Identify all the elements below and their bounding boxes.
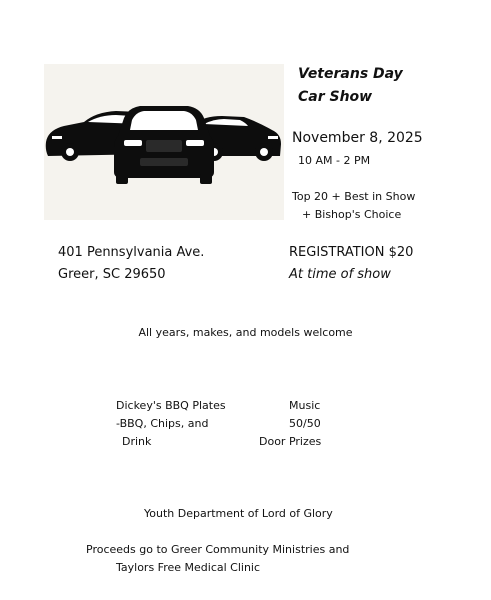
awards-line1: Top 20 + Best in Show: [292, 190, 416, 203]
event-title-line1: Veterans Day: [298, 66, 403, 82]
address-street: 401 Pennsylvania Ave.: [58, 245, 205, 260]
proceeds-line1: Proceeds go to Greer Community Ministries and: [86, 543, 350, 556]
center-car: [114, 106, 214, 184]
registration-note: At time of show: [289, 267, 391, 282]
event-date: November 8, 2025: [292, 130, 423, 146]
event-time: 10 AM - 2 PM: [298, 154, 371, 167]
address-city: Greer, SC 29650: [58, 267, 166, 282]
food-line2: -BBQ, Chips, and: [116, 417, 209, 430]
proceeds-line2: Taylors Free Medical Clinic: [116, 561, 261, 574]
food-line1: Dickey's BBQ Plates: [116, 399, 226, 412]
extras-music: Music: [289, 399, 321, 412]
food-line3: Drink: [122, 435, 152, 448]
cars-image: [44, 64, 284, 220]
extras-door-prizes: Door Prizes: [259, 435, 322, 448]
car-illustration: [44, 64, 284, 220]
awards-line2: + Bishop's Choice: [302, 208, 402, 221]
event-title-line2: Car Show: [298, 89, 373, 105]
registration-fee: REGISTRATION $20: [289, 245, 414, 260]
host-text: Youth Department of Lord of Glory: [144, 507, 333, 520]
welcome-text: All years, makes, and models welcome: [138, 326, 353, 339]
extras-fifty-fifty: 50/50: [289, 417, 321, 430]
